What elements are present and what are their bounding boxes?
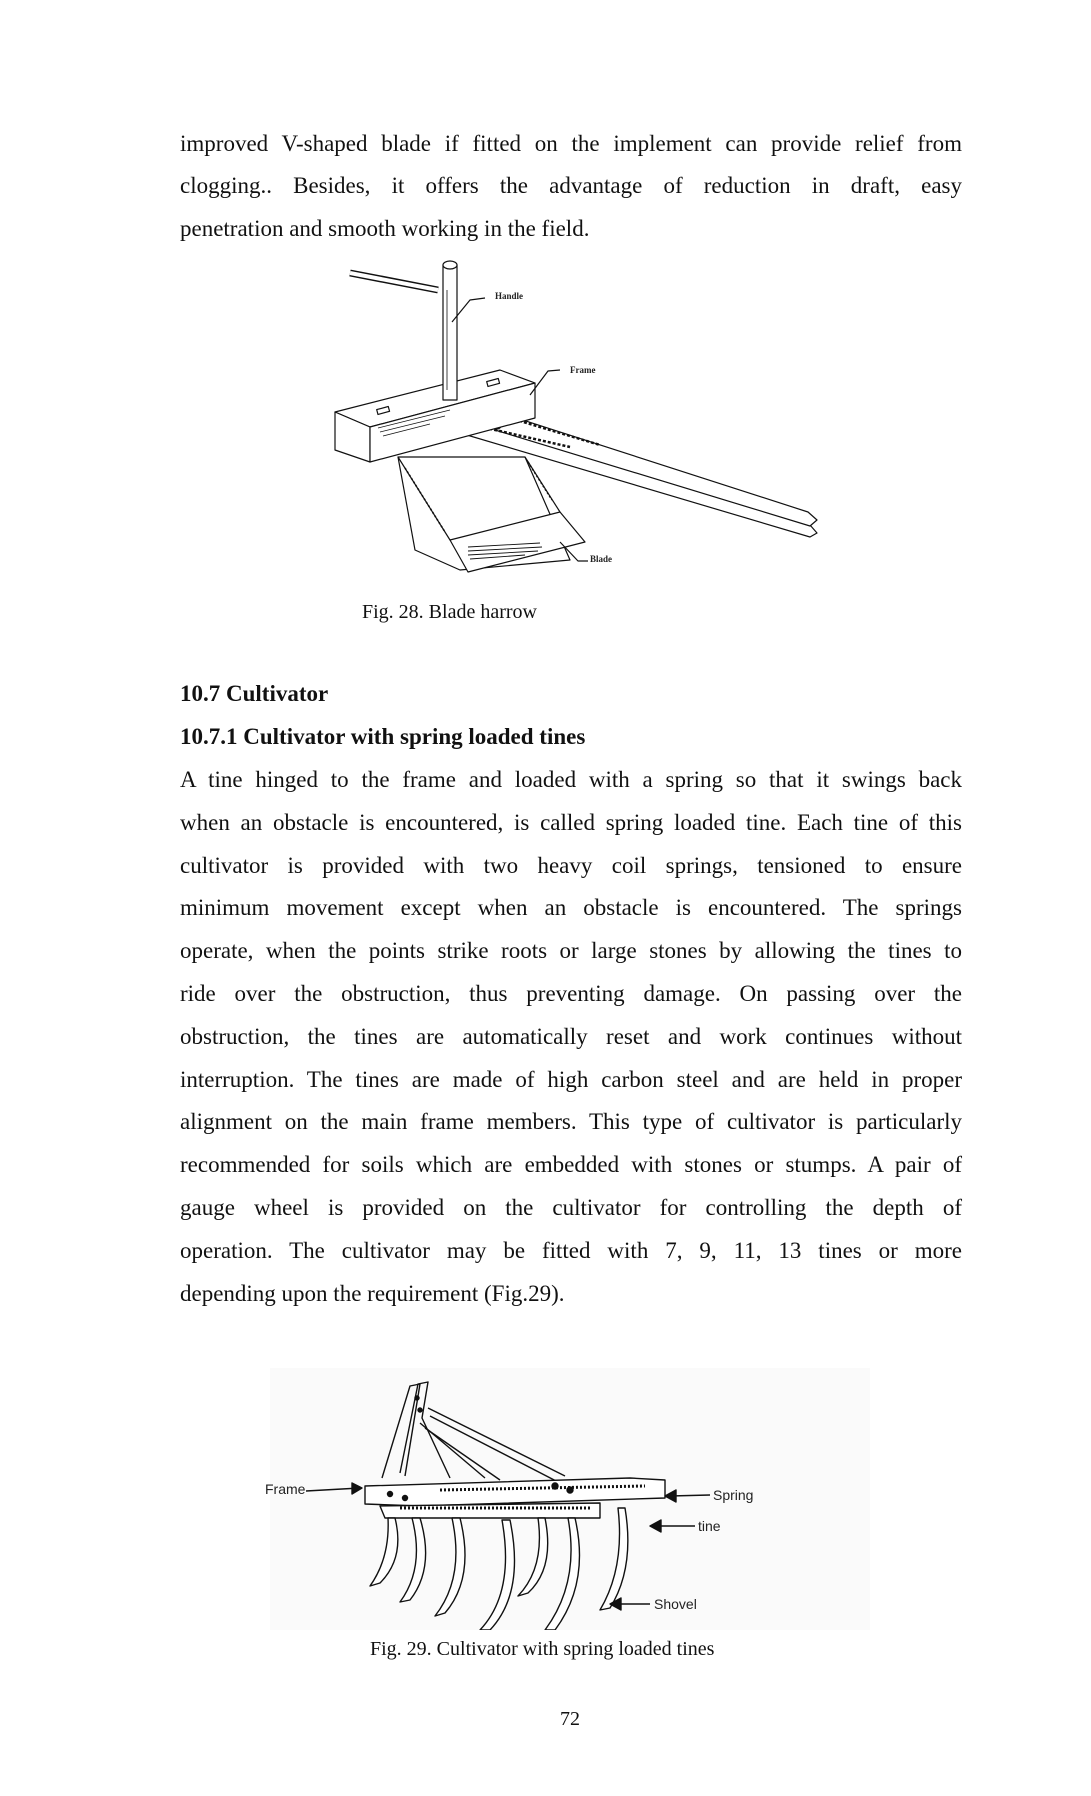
figure-29-cultivator	[265, 1368, 870, 1630]
body-line	[180, 1108, 962, 1136]
hitch-mast	[382, 1382, 565, 1483]
frame-box	[335, 370, 535, 462]
label-tine: tine	[698, 1518, 721, 1534]
body-line-text: A tine hinged to the frame and loaded with a spring so that it swings back	[180, 767, 962, 792]
label-frame: Frame	[265, 1481, 306, 1497]
cultivator-drawing	[270, 1368, 870, 1630]
body-line-text: recommended for soils which are embedded with stones or stumps. A pair of	[180, 1152, 962, 1178]
label-spring: Spring	[713, 1487, 754, 1503]
body-line-text: depending upon the requirement (Fig.29).	[180, 1280, 565, 1306]
intro-line-text: clogging.. Besides, it offers the advantage of reduction in draft, easy	[180, 173, 962, 198]
blade-shape	[398, 457, 585, 572]
label-frame: Frame	[570, 365, 596, 375]
intro-line	[180, 130, 962, 158]
page-number: 72	[560, 1708, 580, 1730]
figure-28-caption: Fig. 28. Blade harrow	[362, 601, 537, 623]
body-line	[180, 1194, 962, 1222]
body-line-text: cultivator is provided with two heavy coil springs, tensioned to ensure	[180, 852, 962, 878]
body-line	[180, 766, 962, 794]
body-line-text: interruption. The tines are made of high carbon steel and are held in proper	[180, 1066, 962, 1092]
body-line-text: operate, when the points strike roots or large stones by allowing the tines to	[180, 938, 962, 964]
body-line	[180, 1066, 962, 1094]
blade-harrow-drawing	[320, 250, 840, 590]
body-line-text: when an obstacle is encountered, is called spring loaded tine. Each tine of this	[180, 809, 962, 835]
body-line	[180, 894, 962, 922]
body-line	[180, 980, 962, 1008]
body-line-text: obstruction, the tines are automatically reset and work continues without	[180, 1023, 962, 1049]
body-line	[180, 1237, 962, 1265]
handle-pole	[350, 261, 457, 400]
label-shovel: Shovel	[654, 1596, 697, 1612]
intro-line	[180, 215, 962, 243]
label-blade: Blade	[590, 554, 613, 564]
figure-29-caption: Fig. 29. Cultivator with spring loaded tines	[370, 1638, 715, 1660]
intro-line-text: improved V-shaped blade if fitted on the implement can provide relief from	[180, 131, 962, 156]
body-line	[180, 1151, 962, 1179]
body-line	[180, 809, 962, 837]
tines	[370, 1508, 628, 1630]
body-line-text: operation. The cultivator may be fitted with 7, 9, 11, 13 tines or more	[180, 1237, 962, 1263]
intro-line-text: penetration and smooth working in the field.	[180, 216, 590, 241]
body-line	[180, 1023, 962, 1051]
body-line-text: gauge wheel is provided on the cultivator for controlling the depth of	[180, 1195, 962, 1220]
body-line-text: minimum movement except when an obstacle is encountered. The springs	[180, 895, 962, 921]
body-line	[180, 852, 962, 880]
body-line	[180, 937, 962, 965]
body-line-text: alignment on the main frame members. This type of cultivator is particularly	[180, 1109, 962, 1135]
section-heading: 10.7 Cultivator	[180, 681, 329, 706]
label-handle: Handle	[495, 291, 524, 301]
body-line-text: ride over the obstruction, thus preventing damage. On passing over the	[180, 981, 962, 1006]
body-line	[180, 1280, 962, 1308]
subsection-heading: 10.7.1 Cultivator with spring loaded tines	[180, 724, 586, 749]
intro-line	[180, 172, 962, 200]
figure-28-blade-harrow	[320, 250, 840, 590]
